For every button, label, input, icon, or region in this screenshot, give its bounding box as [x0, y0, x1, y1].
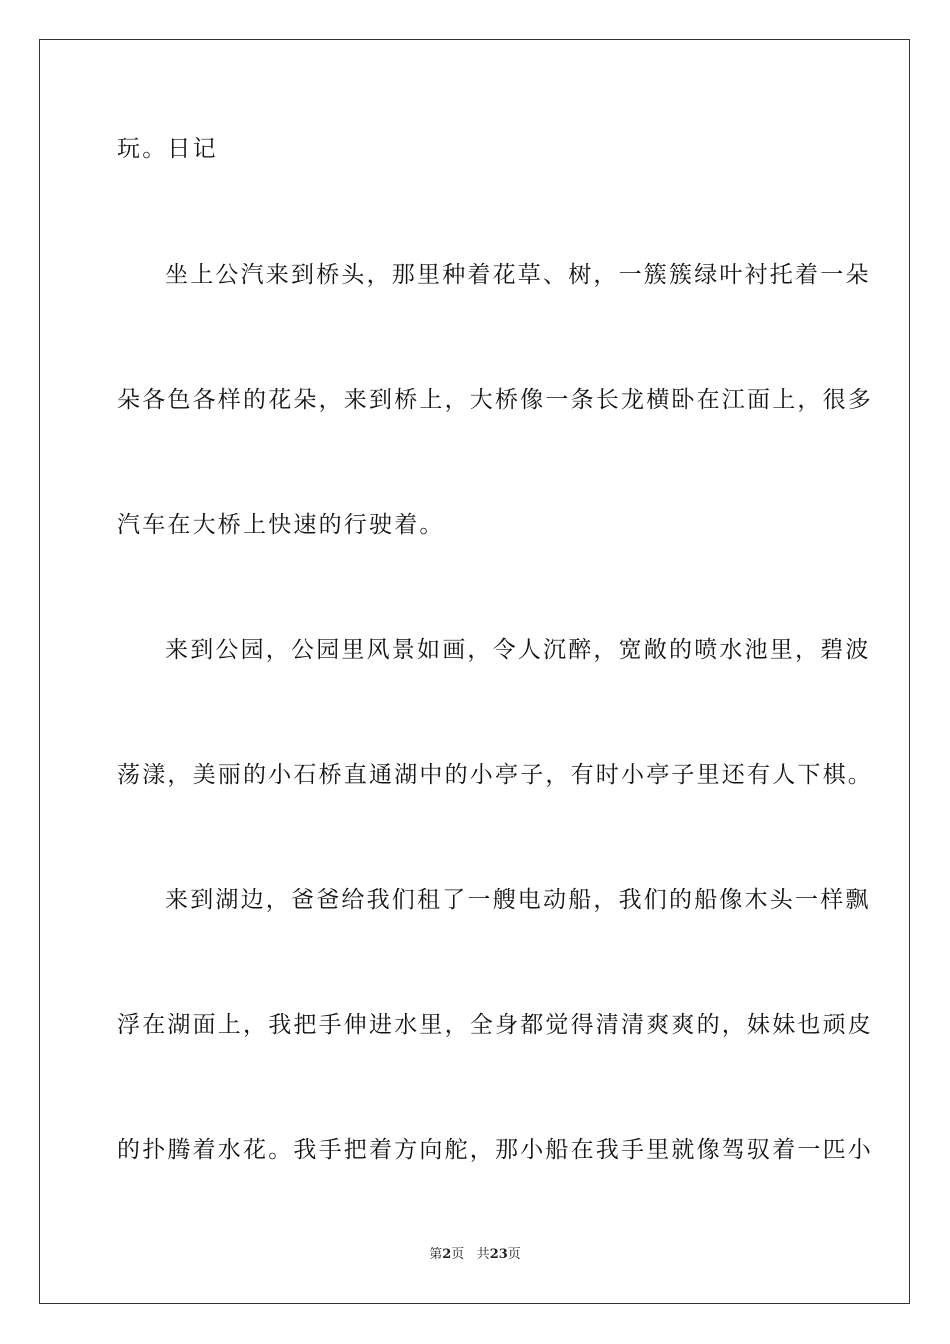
- text-line-1: 玩。日记: [117, 136, 218, 162]
- text-line-3: 朵各色各样的花朵，来到桥上，大桥像一条长龙横卧在江面上，很多: [117, 387, 873, 413]
- total-pages: 23: [489, 1247, 508, 1262]
- total-suffix: 页: [507, 1247, 521, 1262]
- text-line-9: 的扑腾着水花。我手把着方向舵，那小船在我手里就像驾驭着一匹小: [117, 1137, 873, 1163]
- page-suffix: 页: [451, 1247, 465, 1262]
- page-border: [39, 39, 910, 1304]
- text-line-4: 汽车在大桥上快速的行驶着。: [117, 512, 445, 538]
- text-line-7: 来到湖边，爸爸给我们租了一艘电动船，我们的船像木头一样飘: [165, 887, 871, 913]
- text-line-5: 来到公园，公园里风景如画，令人沉醉，宽敞的喷水池里，碧波: [165, 637, 871, 663]
- page-footer: [0, 1246, 950, 1264]
- total-prefix: 共: [476, 1247, 490, 1262]
- text-line-6: 荡漾，美丽的小石桥直通湖中的小亭子，有时小亭子里还有人下棋。: [117, 762, 873, 788]
- text-line-8: 浮在湖面上，我把手伸进水里，全身都觉得清清爽爽的，妹妹也顽皮: [117, 1012, 873, 1038]
- page-number: 2: [442, 1247, 452, 1262]
- page-prefix: 第: [429, 1247, 443, 1262]
- text-line-2: 坐上公汽来到桥头，那里种着花草、树，一簇簇绿叶衬托着一朵: [165, 262, 871, 288]
